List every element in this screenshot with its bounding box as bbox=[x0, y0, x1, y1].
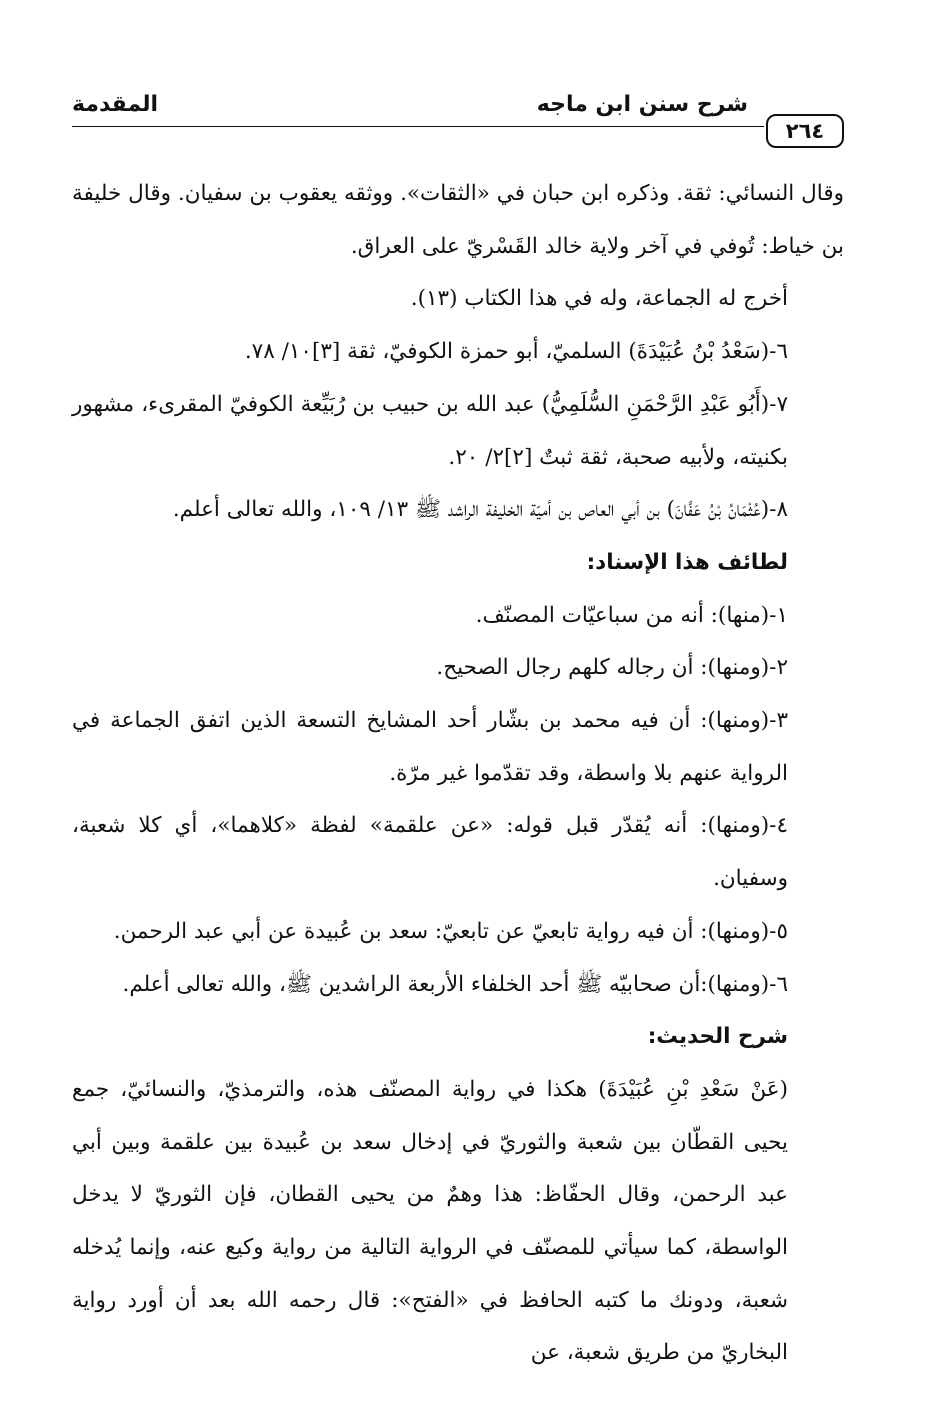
paragraph-narrator-notes: وقال النسائي: ثقة. وذكره ابن حبان في «الثقات». ووثقه يعقوب بن سفيان. وقال خليفة بن خياط: تُوفي في آخر ولاية خالد القَسْريّ على العراق. bbox=[72, 181, 844, 259]
isnad-note-2: ٢-(ومنها): أن رجاله كلهم رجال الصحيح. bbox=[436, 655, 788, 681]
paragraph-hadith-explanation: (عَنْ سَعْدِ بْنِ عُبَيْدَةَ) هكذا في رواية المصنّف هذه، والترمذيّ، والنسائيّ، جمع يحيى القطّان بين شعبة والثوريّ في إدخال سعد بن عُبيدة بين علقمة وبين أبي عبد الرحمن، وقال الحفّاظ: هذا وهمٌ من يحيى القطان، فإن الثوريّ لا يدخل الواسطة، كما سيأتي للمصنّف في الرواية التالية من رواية وكيع عنه، وإنما يُدخله شعبة، ودونك ما كتبه الحافظ في «الفتح»: قال رحمه الله بعد أن أورد رواية البخاريّ من طريق شعبة، عن bbox=[72, 1076, 788, 1366]
heading-isnad-notes: لطائف هذا الإسناد: bbox=[586, 549, 788, 575]
paragraph-takhrij: أخرج له الجماعة، وله في هذا الكتاب (١٣). bbox=[410, 286, 788, 312]
body-text bbox=[72, 168, 844, 1380]
narrator-7: ٧-(أَبُو عَبْدِ الرَّحْمَنِ السُّلَمِيُّ) عبد الله بن حبيب بن رُبَيِّعة الكوفيّ المقرىء، مشهور بكنيته، ولأبيه صحبة، ثقة ثبتٌ [٢]٢/ ٢٠. bbox=[72, 391, 788, 470]
isnad-note-4: ٤-(ومنها): أنه يُقدّر قبل قوله: «عن علقمة» لفظة «كلاهما»، أي كلا شعبة، وسفيان. bbox=[72, 813, 788, 892]
section-title: المقدمة bbox=[72, 92, 159, 117]
narrator-8: ٨-(عُثْمَانُ بْنُ عَفَّانَ) بن أبي العاص بن أميّة الخليفة الراشد ﷺ ١٣/ ١٠٩، والله تعالى أعلم. bbox=[172, 497, 788, 523]
page-header bbox=[72, 88, 844, 148]
isnad-note-1: ١-(منها): أنه من سباعيّات المصنّف. bbox=[475, 602, 788, 628]
isnad-note-5: ٥-(ومنها): أن فيه رواية تابعيّ عن تابعيّ: سعد بن عُبيدة عن أبي عبد الرحمن. bbox=[113, 918, 788, 944]
header-rule bbox=[72, 126, 764, 127]
page-number-box bbox=[766, 114, 844, 148]
isnad-note-6: ٦-(ومنها):أن صحابيّه ﷺ أحد الخلفاء الأربعة الراشدين ﷺ، والله تعالى أعلم. bbox=[122, 971, 788, 997]
isnad-note-3: ٣-(ومنها): أن فيه محمد بن بشّار أحد المشايخ التسعة الذين اتفق الجماعة في الرواية عنهم بلا واسطة، وقد تقدّموا غير مرّة. bbox=[72, 708, 788, 786]
heading-hadith-explanation: شرح الحديث: bbox=[647, 1024, 788, 1050]
page-number: ٢٦٤ bbox=[785, 119, 825, 143]
running-title: شرح سنن ابن ماجه bbox=[536, 92, 748, 117]
narrator-6: ٦-(سَعْدُ بْنُ عُبَيْدَةَ) السلميّ، أبو حمزة الكوفيّ، ثقة [٣]١٠/ ٧٨. bbox=[244, 339, 788, 365]
